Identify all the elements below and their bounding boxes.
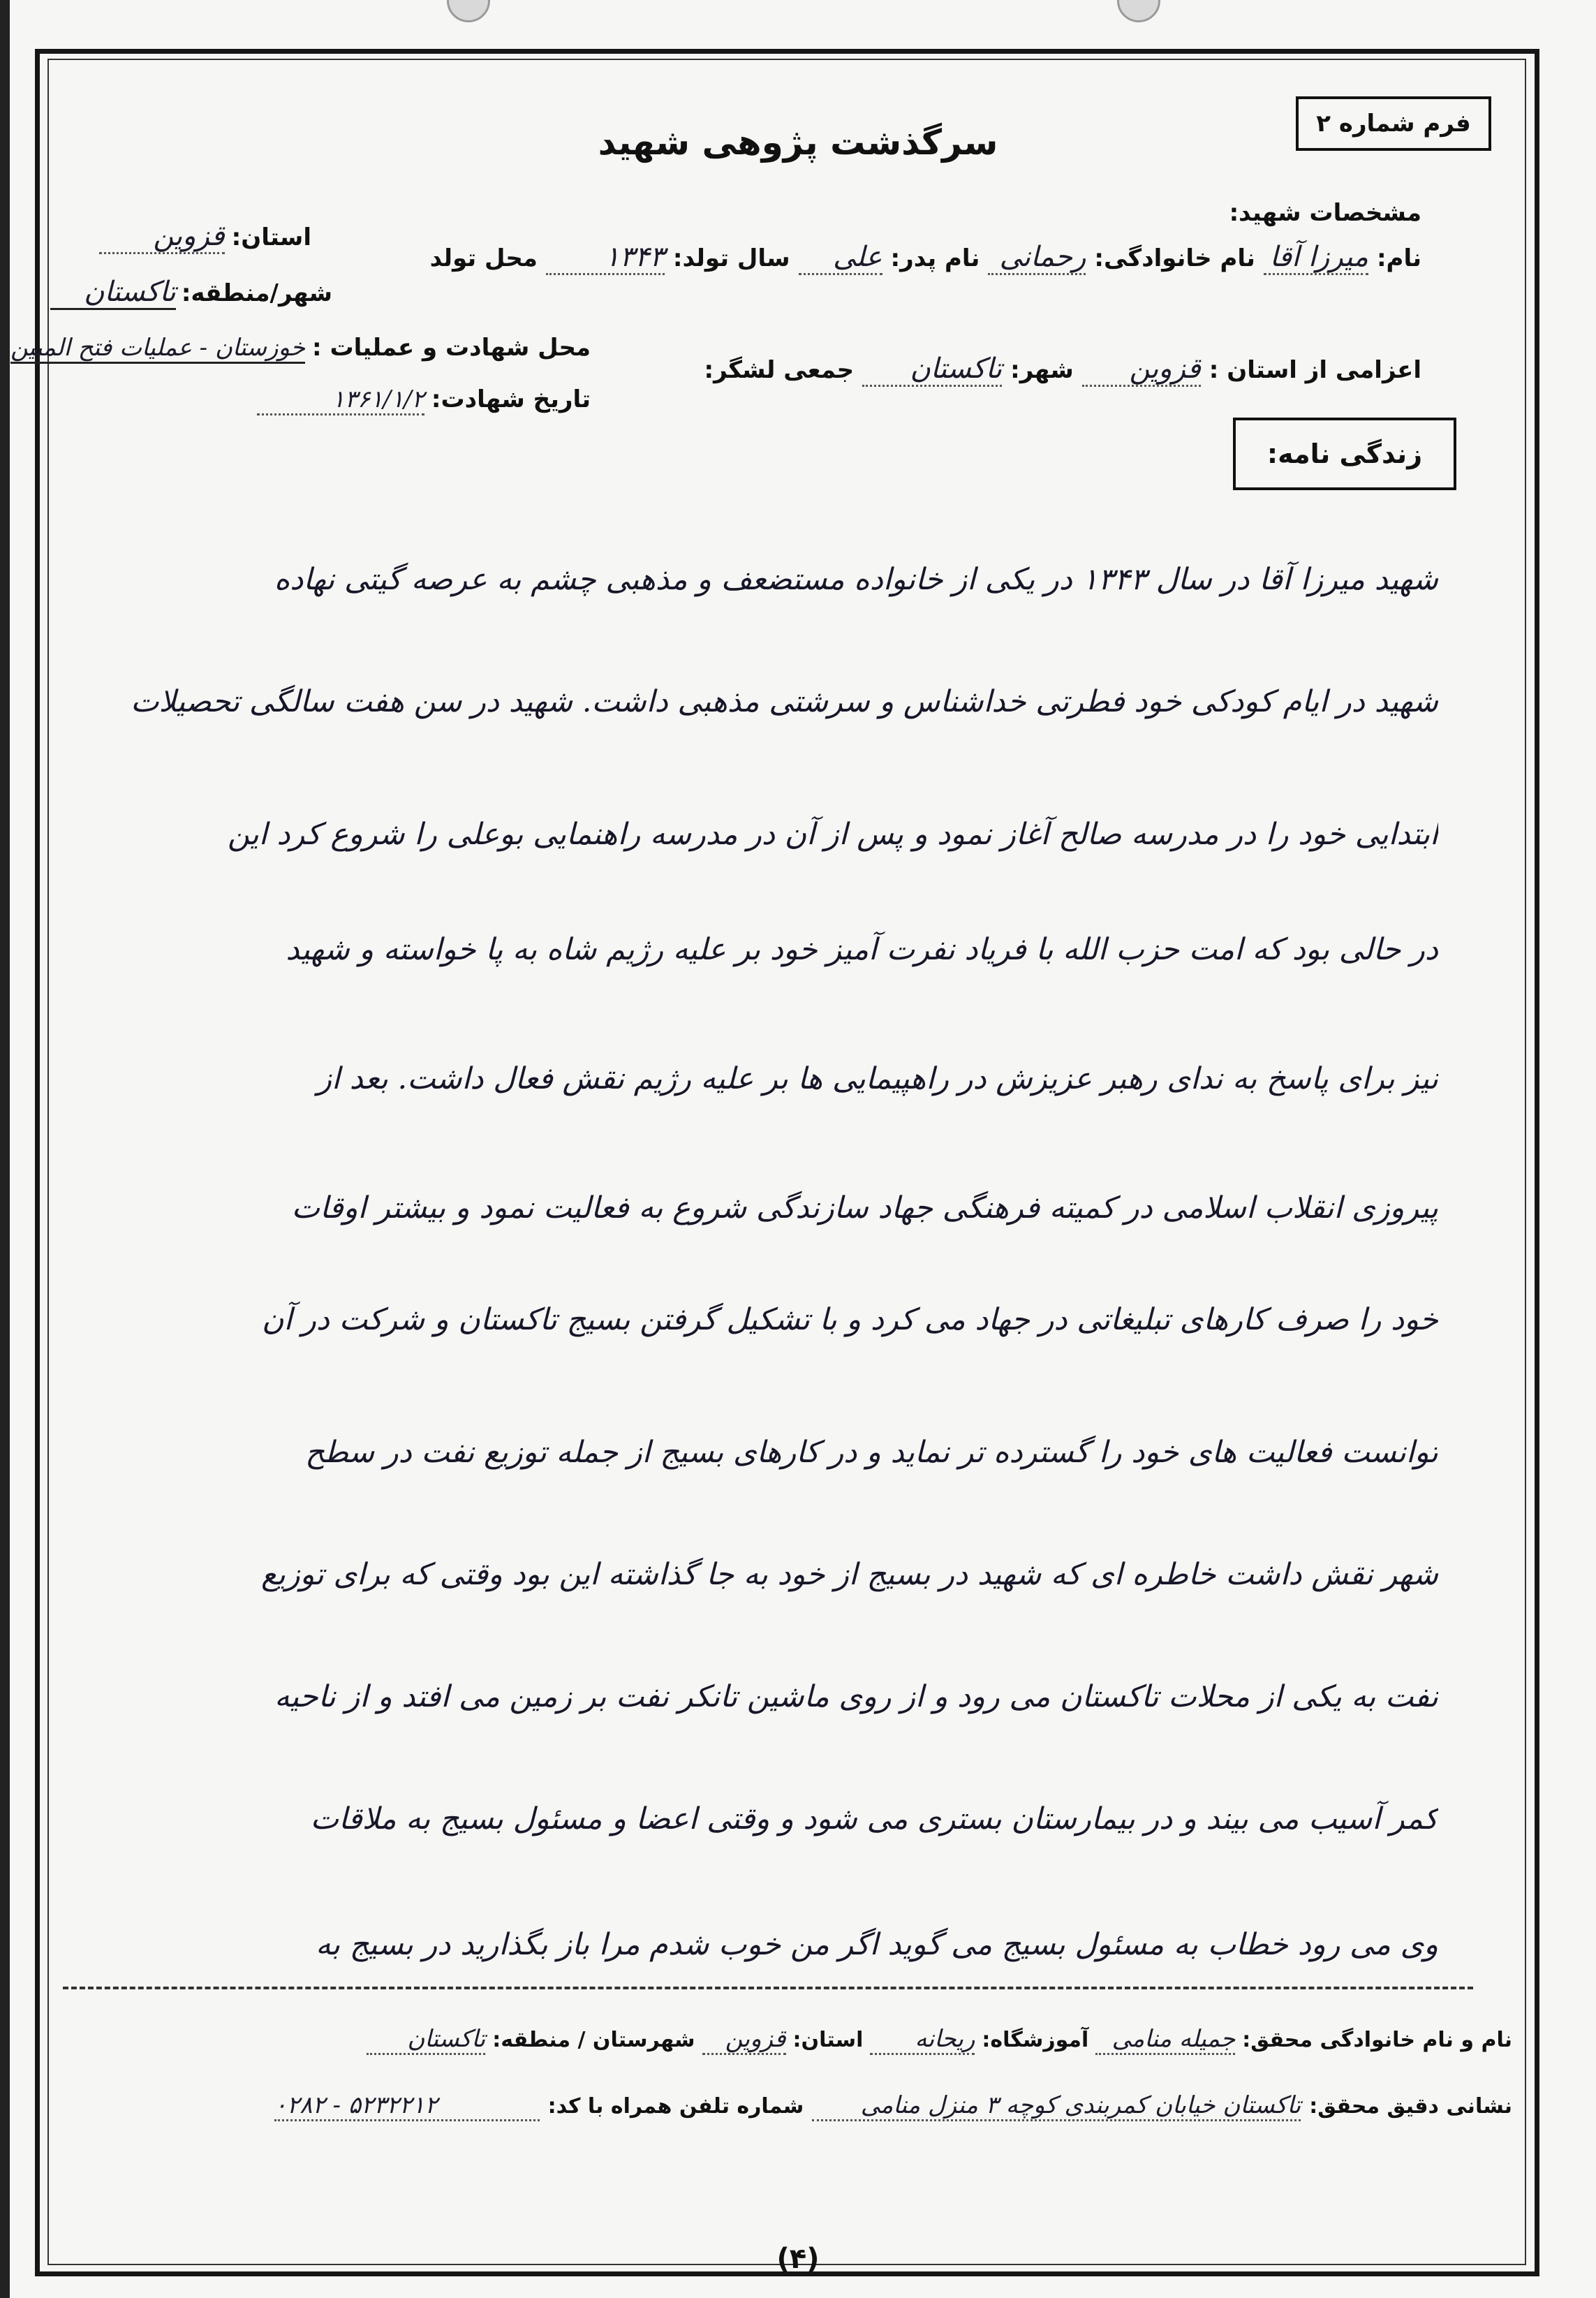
- martyrdom-date-label: تاریخ شهادت:: [431, 385, 591, 413]
- section-label: مشخصات شهید:: [1229, 199, 1421, 227]
- name-label: نام:: [1376, 244, 1421, 272]
- birth-province-value[interactable]: قزوین: [99, 220, 225, 254]
- identity-row-1: [430, 241, 1421, 275]
- punch-hole-right: [1117, 0, 1160, 22]
- address-row: [274, 2091, 1512, 2121]
- researcher-province-label: استان:: [792, 2028, 864, 2052]
- martyrdom-place-value[interactable]: خوزستان - عملیات فتح المبین: [10, 334, 305, 364]
- biography-label-box: زندگی نامه:: [1233, 418, 1456, 490]
- school-value[interactable]: ریحانه: [870, 2025, 975, 2055]
- address-label: نشانی دقیق محقق:: [1309, 2094, 1512, 2119]
- county-value[interactable]: تاکستان: [367, 2025, 485, 2055]
- force-label: جمعی لشگر:: [704, 356, 855, 384]
- county-label: شهرستان / منطقه:: [492, 2028, 695, 2052]
- dispatch-row: [704, 353, 1421, 387]
- biography-line: کمر آسیب می بیند و در بیمارستان بستری می شود و وقتی اعضا و مسئول بسیج به ملاقات: [310, 1802, 1438, 1836]
- father-label: نام پدر:: [890, 244, 980, 272]
- biography-line: شهید میرزا آقا در سال ۱۳۴۳ در یکی از خانواده مستضعف و مذهبی چشم به عرصه گیتی نهاده: [274, 562, 1438, 597]
- biography-line: نیز برای پاسخ به ندای رهبر عزیزش در راهپیمایی ها بر علیه رژیم نقش فعال داشت. بعد از: [317, 1061, 1438, 1096]
- martyrdom-place-row: [10, 334, 591, 364]
- birth-city-value[interactable]: تاکستان: [50, 276, 176, 310]
- address-value[interactable]: تاکستان خیابان کمربندی کوچه ۳ منزل منامی: [812, 2091, 1301, 2121]
- footer-divider: [63, 1987, 1473, 1989]
- birth-city-row: [50, 276, 332, 310]
- biography-line: وی می رود خطاب به مسئول بسیج می گوید اگر من خوب شدم مرا باز بگذارید در بسیج به: [316, 1927, 1438, 1962]
- researcher-name-label: نام و نام خانوادگی محقق:: [1242, 2028, 1512, 2052]
- biography-line: شهید در ایام کودکی خود فطرتی خداشناس و سرشتی مذهبی داشت. شهید در سن هفت سالگی تحصیلات: [131, 684, 1438, 719]
- birth-city-label: شهر/منطقه:: [181, 279, 332, 307]
- school-label: آموزشگاه:: [982, 2028, 1089, 2052]
- birth-year-value[interactable]: ۱۳۴۳: [546, 241, 665, 275]
- biography-line: خود را صرف کارهای تبلیغاتی در جهاد می کرد و با تشکیل گرفتن بسیج تاکستان و شرکت در آن: [261, 1302, 1438, 1337]
- dispatch-province-value[interactable]: قزوین: [1082, 353, 1201, 387]
- scan-edge: [0, 0, 10, 2298]
- birth-province-row: [99, 220, 311, 254]
- researcher-row: [367, 2025, 1512, 2055]
- phone-label: شماره تلفن همراه با کد:: [547, 2094, 804, 2119]
- biography-line: توانست فعالیت های خود را گسترده تر نماید و در کارهای بسیج از جمله توزیع نفت در سطح: [305, 1435, 1438, 1470]
- birthplace-label: محل تولد: [429, 244, 538, 272]
- form-number-box: فرم شماره ۲: [1296, 96, 1491, 151]
- dispatch-province-label: اعزامی از استان :: [1209, 356, 1421, 384]
- martyrdom-date-row: [257, 385, 591, 415]
- martyrdom-place-label: محل شهادت و عملیات :: [312, 334, 591, 362]
- researcher-province-value[interactable]: قزوین: [702, 2025, 786, 2055]
- name-value[interactable]: میرزا آقا: [1264, 241, 1368, 275]
- martyrdom-date-value[interactable]: ۱۳۶۱/۱/۲: [257, 385, 424, 415]
- father-value[interactable]: علی: [799, 241, 882, 275]
- family-label: نام خانوادگی:: [1094, 244, 1255, 272]
- dispatch-city-label: شهر:: [1010, 356, 1074, 384]
- phone-value[interactable]: ۰۲۸۲ - ۵۲۳۲۲۱۲: [274, 2091, 540, 2121]
- punch-hole-left: [447, 0, 490, 22]
- birth-province-label: استان:: [231, 223, 311, 251]
- page-number: (۴): [776, 2243, 820, 2275]
- biography-line: ابتدایی خود را در مدرسه صالح آغاز نمود و پس از آن در مدرسه راهنمایی بوعلی را شروع کرد این: [228, 817, 1438, 852]
- biography-line: در حالی بود که امت حزب الله با فریاد نفرت آمیز خود بر علیه رژیم شاه به پا خواسته و شهید: [286, 932, 1438, 967]
- dispatch-city-value[interactable]: تاکستان: [862, 353, 1002, 387]
- family-value[interactable]: رحمانی: [988, 241, 1086, 275]
- biography-line: پیروزی انقلاب اسلامی در کمیته فرهنگی جهاد سازندگی شروع به فعالیت نمود و بیشتر اوقات: [291, 1191, 1438, 1225]
- birth-year-label: سال تولد:: [672, 244, 790, 272]
- page-title: سرگذشت پژوهی شهید: [598, 122, 998, 163]
- researcher-name-value[interactable]: جمیله منامی: [1095, 2025, 1235, 2055]
- biography-line: شهر نقش داشت خاطره ای که شهید در بسیج از خود به جا گذاشته این بود وقتی که برای توزیع: [261, 1557, 1438, 1592]
- biography-line: نفت به یکی از محلات تاکستان می رود و از روی ماشین تانکر نفت بر زمین می افتد و از ناحیه: [274, 1679, 1438, 1714]
